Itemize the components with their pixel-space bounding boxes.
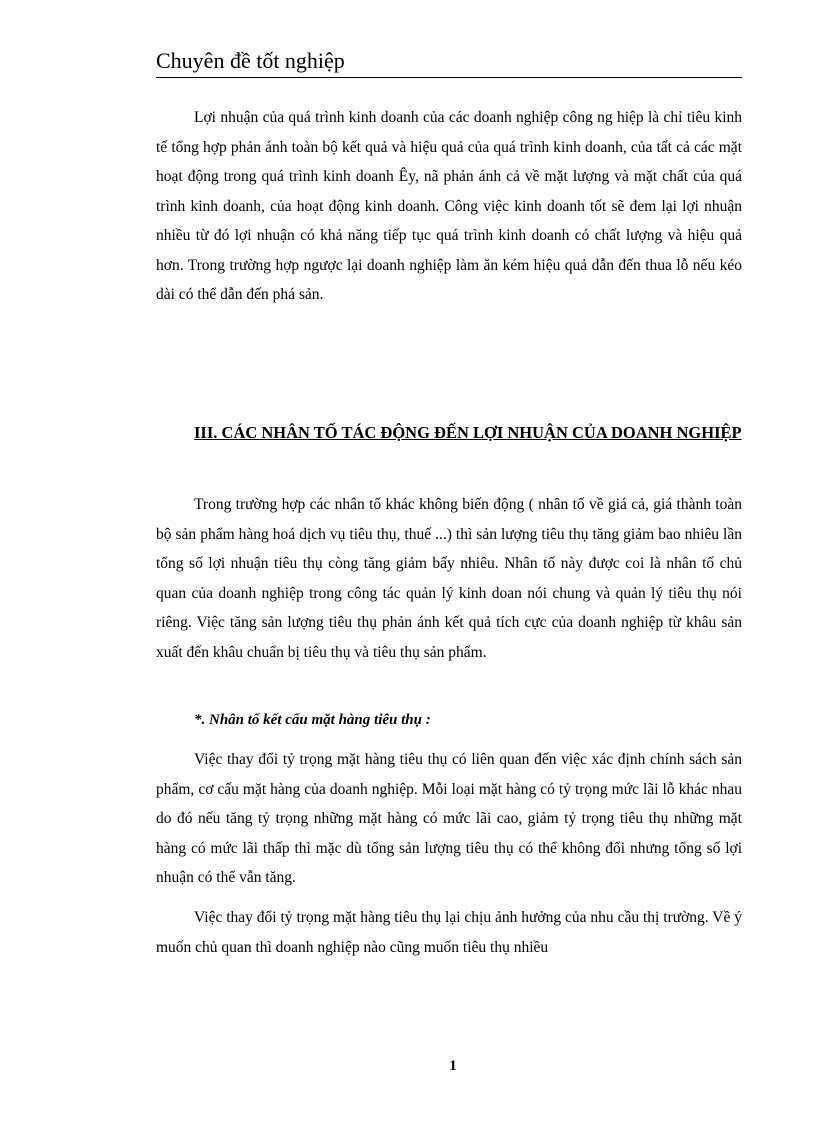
section-heading-text: III. CÁC NHÂN TỐ TÁC ĐỘNG ĐẾN LỢI NHUẬN CỦA DOANH NGHIỆP <box>194 423 742 442</box>
subheading-product-mix: *. Nhân tố kết cấu mặt hàng tiêu thụ : <box>194 712 431 728</box>
section-heading <box>156 418 742 448</box>
page-header <box>156 47 742 78</box>
header-title: Chuyên đề tốt nghiệp <box>156 48 345 73</box>
paragraph-product-mix: Việc thay đổi tỷ trọng mặt hàng tiêu thụ có liên quan đến việc xác định chính sách sản phẩm, cơ cấu mặt hàng của doanh nghiệp. Mỗi loại mặt hàng có tỷ trọng mức lãi lỗ khác nhau do đó nếu tăng tỷ trọng những mặt hàng có mức lãi cao, giảm tỷ trọng tiêu thụ những mặt hàng có mức lãi thấp thì mặc dù tổng sản lượng tiêu thụ có thể không đổi nhưng tổng số lợi nhuận có thể vẫn tăng. <box>156 751 742 886</box>
header-rule <box>156 77 742 78</box>
paragraph-market-demand: Việc thay đổi tỷ trọng mặt hàng tiêu thụ lại chịu ảnh hưởng của nhu cầu thị trường. Về ý muốn chủ quan thì doanh nghiệp nào cũng muốn tiêu thụ nhiều <box>156 909 742 956</box>
page-number: 1 <box>449 1058 457 1074</box>
paragraph-profit-overview: Lợi nhuận của quá trình kinh doanh của các doanh nghiệp công ng hiệp là chỉ tiêu kinh tế tổng hợp phản ánh toàn bộ kết quả và hiệu quả của quá trình kinh doanh, của tất cả các mặt hoạt động trong quá trình kinh doanh Êy, nã phản ánh cả về mặt lượng và mặt chất của quá trình kinh doanh, của hoạt động kinh doanh. Công việc kinh doanh tốt sẽ đem lại lợi nhuận nhiều từ đó lợi nhuận có khả năng tiếp tục quá trình kinh doanh có chất lượng và hiệu quả hơn. Trong trường hợp ngược lại doanh nghiệp làm ăn kém hiệu quả dẫn đến thua lỗ nếu kéo dài có thể dẫn đến phá sản. <box>156 109 742 303</box>
paragraph-sales-volume: Trong trường hợp các nhân tố khác không biến động ( nhân tố về giá cả, giá thành toàn bộ sản phẩm hàng hoá dịch vụ tiêu thụ, thuế ...) thì sản lượng tiêu thụ tăng giảm bao nhiêu lần tổng số lợi nhuận tiêu thụ còng tăng giảm bấy nhiêu. Nhân tố này được coi là nhân tố chủ quan của doanh nghiệp trong công tác quản lý kinh doan nói chung và quản lý tiêu thụ nói riêng. Việc tăng sản lượng tiêu thụ phản ánh kết quả tích cực của doanh nghiệp từ khâu sản xuất đến khâu chuẩn bị tiêu thụ và tiêu thụ sản phẩm. <box>156 496 742 661</box>
